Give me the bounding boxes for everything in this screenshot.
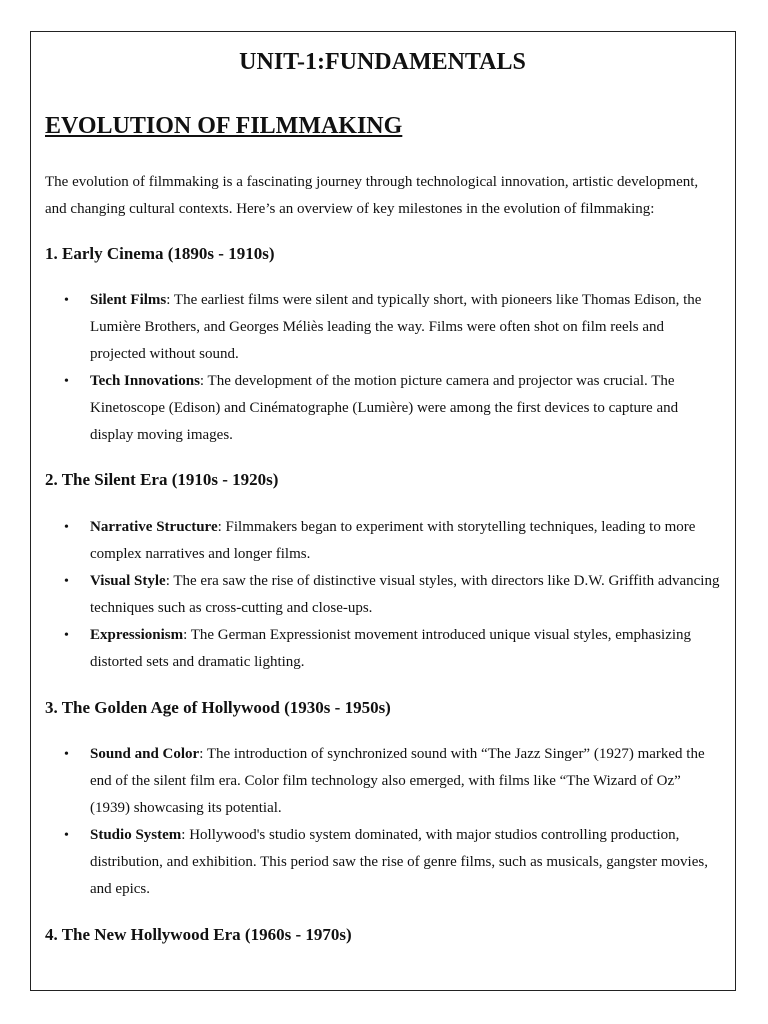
list-item (45, 568, 720, 622)
bullet-list-golden-age (45, 741, 720, 903)
unit-title: UNIT-1:FUNDAMENTALS (239, 49, 526, 75)
bullet-list-early-cinema (45, 287, 720, 449)
item-text: : The introduction of synchronized sound with “The Jazz Singer” (1927) marked the end of the silent film era. Color film technology also emerged, with films like “The Wizard of Oz” (1939) showcasing its potential. (90, 746, 705, 816)
item-text: : Filmmakers began to experiment with storytelling techniques, leading to more complex narratives and longer films. (90, 519, 696, 562)
list-item (45, 741, 720, 822)
bullet-icon: • (64, 747, 69, 762)
list-item (45, 622, 720, 676)
item-term: Studio System (90, 827, 182, 843)
item-term: Tech Innovations (90, 373, 200, 389)
section-heading-new-hollywood: 4. The New Hollywood Era (1960s - 1970s) (45, 925, 352, 944)
item-text: : The era saw the rise of distinctive visual styles, with directors like D.W. Griffith advancing techniques such as cross-cutting and close-ups. (90, 573, 720, 616)
bullet-icon: • (64, 828, 69, 843)
bullet-icon: • (64, 520, 69, 535)
section-heading-early-cinema: 1. Early Cinema (1890s - 1910s) (45, 244, 275, 263)
item-term: Narrative Structure (90, 519, 218, 535)
item-term: Sound and Color (90, 746, 200, 762)
document-body (45, 44, 720, 944)
document-title: EVOLUTION OF FILMMAKING (45, 113, 403, 139)
list-item (45, 287, 720, 368)
section-heading-golden-age: 3. The Golden Age of Hollywood (1930s - 1950s) (45, 698, 391, 717)
item-text: : The earliest films were silent and typically short, with pioneers like Thomas Edison, the Lumière Brothers, and Georges Méliès leading the way. Films were often shot on film reels and projected without sound. (90, 292, 702, 362)
bullet-list-silent-era (45, 514, 720, 676)
list-item (45, 514, 720, 568)
item-text: : Hollywood's studio system dominated, with major studios controlling production, distribution, and exhibition. This period saw the rise of genre films, such as musicals, gangster movies, and epics. (90, 827, 708, 897)
item-text: : The development of the motion picture camera and projector was crucial. The Kinetoscope (Edison) and Cinématographe (Lumière) were among the first devices to capture and display moving images. (90, 373, 679, 443)
section-heading-silent-era: 2. The Silent Era (1910s - 1920s) (45, 470, 279, 489)
bullet-icon: • (64, 374, 69, 389)
item-term: Silent Films (90, 292, 167, 308)
list-item (45, 368, 720, 449)
item-term: Expressionism (90, 627, 184, 643)
bullet-icon: • (64, 293, 69, 308)
bullet-icon: • (64, 628, 69, 643)
intro-paragraph: The evolution of filmmaking is a fascinating journey through technological innovation, artistic development, and changing cultural contexts. Here’s an overview of key milestones in the evolution of filmmaking: (45, 174, 699, 217)
item-term: Visual Style (90, 573, 166, 589)
item-text: : The German Expressionist movement introduced unique visual styles, emphasizing distorted sets and dramatic lighting. (90, 627, 692, 670)
list-item (45, 822, 720, 903)
bullet-icon: • (64, 574, 69, 589)
